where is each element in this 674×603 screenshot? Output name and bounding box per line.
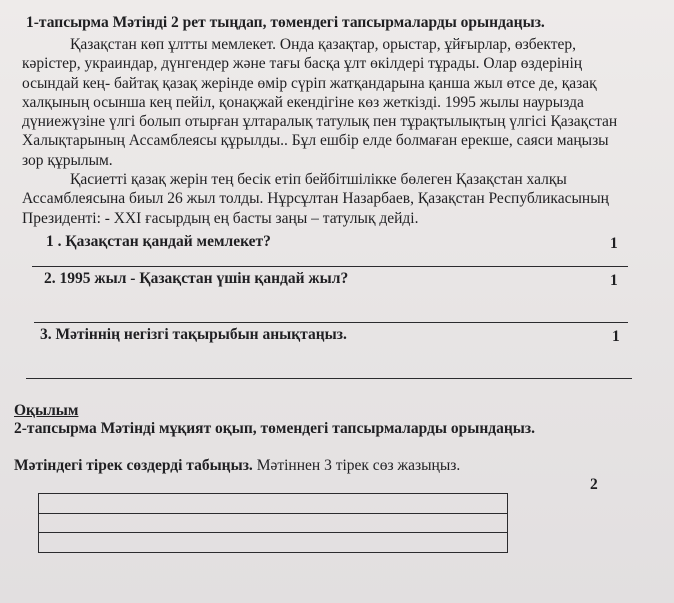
text-line: осындай кең- байтақ қазақ жерінде өмір сүріп жатқандарына қанша жыл өтсе де, қазақ [22, 74, 597, 92]
question-2-answer-line[interactable] [34, 322, 628, 323]
text-line: кәрістер, украиндар, дүнгендер және тағы басқа ұлт өкілдері тұрады. Олар өздерінің [22, 55, 583, 73]
text-line: зор құрылым. [22, 151, 113, 169]
task1-paragraph-2 [22, 170, 642, 228]
question-3-text: 3. Мәтіннің негізгі тақырыбын анықтаңыз. [40, 326, 347, 343]
text-line: Қазақстан көп ұлтты мемлекет. Онда қазақтар, орыстар, ұйғырлар, өзбектер, [70, 36, 576, 53]
task2-instruction-rest: Мәтіннен 3 тірек сөз жазыңыз. [252, 457, 461, 474]
task1-paragraph-1 [22, 35, 642, 170]
text-line: халқының осынша кең пейіл, қонақжай екендігіне көз жеткізді. 1995 жылы наурызда [22, 93, 584, 111]
task2-points: 2 [590, 476, 598, 493]
question-1-answer-line[interactable] [32, 266, 628, 267]
task1-title: 1-тапсырма Мәтінді 2 рет тыңдап, төмендегі тапсырмаларды орындаңыз. [26, 14, 545, 31]
question-1-points: 1 [610, 235, 618, 252]
text-line: дүниежүзіне үлгі болып отырған ұлтаралық татулық пен тұрақтылықтың үлгісі Қазақстан [22, 113, 618, 131]
question-3-answer-line[interactable] [26, 378, 632, 379]
text-line: Президенті: - XXI ғасырдың ең басты заңы – татулық дейді. [22, 209, 419, 227]
question-2-points: 1 [610, 272, 618, 289]
task2-instruction [14, 457, 460, 475]
task2-title: 2-тапсырма Мәтінді мұқият оқып, төмендегі тапсырмаларды орындаңыз. [14, 420, 535, 437]
keywords-answer-box[interactable] [38, 493, 508, 553]
answer-row-divider [39, 532, 507, 533]
task2-instruction-bold: Мәтіндегі тірек сөздерді табыңыз. [14, 457, 253, 474]
question-2-text: 2. 1995 жыл - Қазақстан үшін қандай жыл? [44, 270, 349, 287]
text-line: Қасиетті қазақ жерін тең бесік етіп бейбітшілікке бөлеген Қазақстан халқы [70, 171, 567, 188]
answer-row-divider [39, 513, 507, 514]
question-3-points: 1 [612, 328, 620, 345]
text-line: Халықтарының Ассамблеясы құрылды.. Бұл ешбір елде болмаған ерекше, саяси маңызы [22, 132, 609, 150]
text-line: Ассамблеясына биыл 26 жыл толды. Нұрсұлтан Назарбаев, Қазақстан Республикасының [22, 190, 609, 208]
reading-section-title: Оқылым [14, 402, 79, 419]
question-1-text: 1 . Қазақстан қандай мемлекет? [46, 233, 271, 250]
